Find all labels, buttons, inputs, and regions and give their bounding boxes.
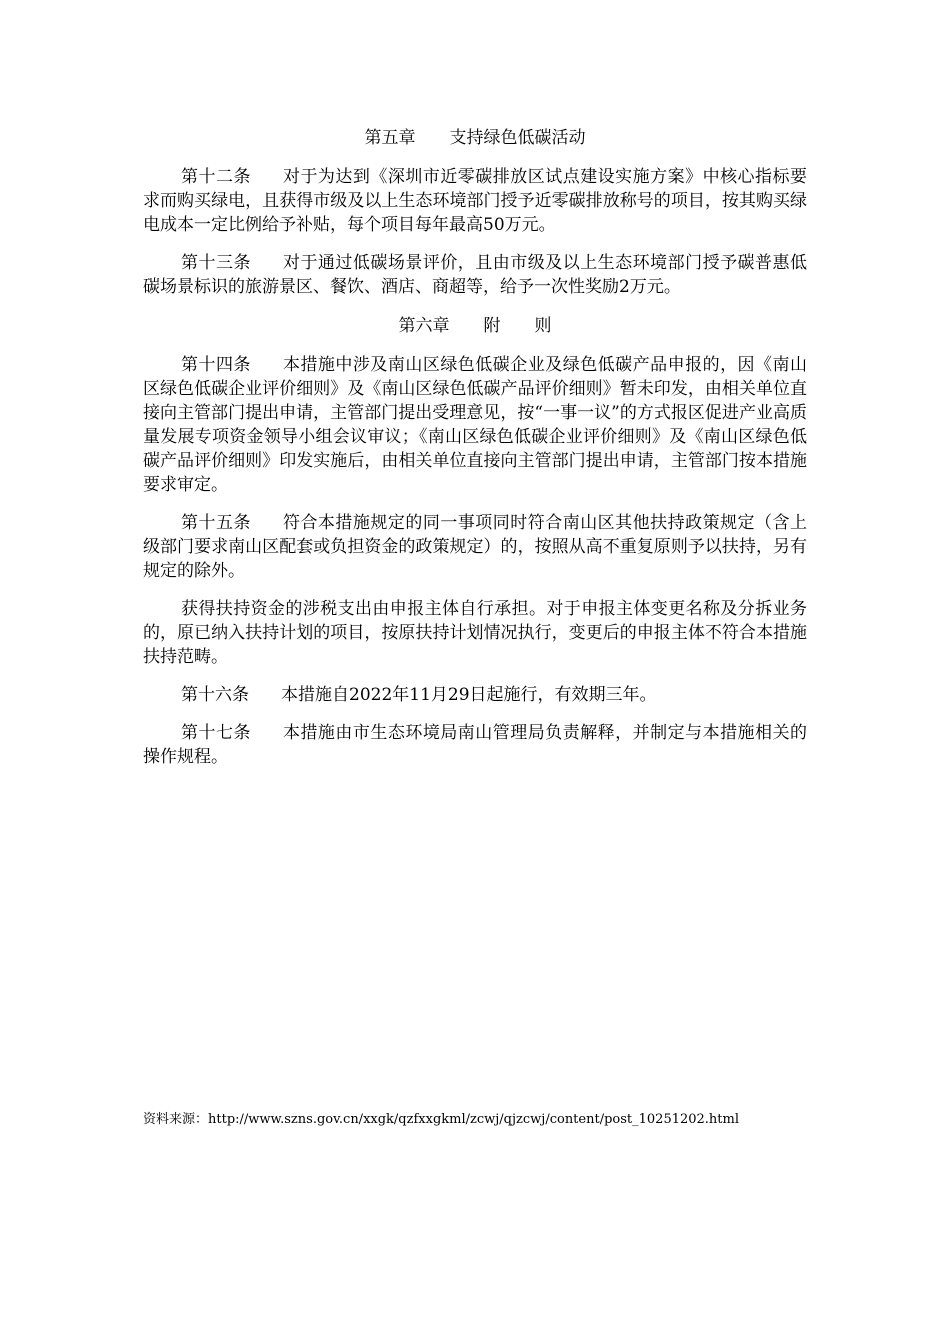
source-footnote: 资料来源：http://www.szns.gov.cn/xxgk/qzfxxgkml/zcwj/qjzcwj/content/post_10251202.html [143, 1112, 740, 1127]
article-12-text: 对于为达到《深圳市近零碳排放区试点建设实施方案》中核心指标要求而购买绿电，且获得市级及以上生态环境部门授予近零碳排放称号的项目，按其购买绿电成本一定比例给予补贴，每个项目每年最高50万元。 [143, 167, 808, 235]
article-16 [143, 683, 807, 707]
article-16-number: 第十六条 [181, 685, 249, 705]
article-16-text: 本措施自2022年11月29日起施行，有效期三年。 [281, 685, 657, 705]
chapter-six-title: 第六章 附 则 [398, 316, 552, 336]
article-14-text: 本措施中涉及南山区绿色低碳企业及绿色低碳产品申报的，因《南山区绿色低碳企业评价细则》及《南山区绿色低碳产品评价细则》暂未印发，由相关单位直接向主管部门提出申请，主管部门提出受理意见，按“一事一议”的方式报区促进产业高质量发展专项资金领导小组会议审议；《南山区绿色低碳企业评价细则》及《南山区绿色低碳产品评价细则》印发实施后，由相关单位直接向主管部门提出申请，主管部门按本措施要求审定。 [143, 355, 808, 495]
article-17-text: 本措施由市生态环境局南山管理局负责解释，并制定与本措施相关的操作规程。 [143, 723, 808, 767]
article-12 [143, 165, 807, 237]
article-17 [143, 721, 807, 769]
tax-paragraph-text: 获得扶持资金的涉税支出由申报主体自行承担。对于申报主体变更名称及分拆业务的，原已纳入扶持计划的项目，按原扶持计划情况执行，变更后的申报主体不符合本措施扶持范畴。 [143, 599, 807, 667]
article-13-number: 第十三条 [181, 253, 251, 273]
tax-paragraph [143, 597, 807, 669]
article-15-text: 符合本措施规定的同一事项同时符合南山区其他扶持政策规定（含上级部门要求南山区配套或负担资金的政策规定）的，按照从高不重复原则予以扶持，另有规定的除外。 [143, 513, 808, 581]
article-17-number: 第十七条 [181, 723, 251, 743]
article-13-text: 对于通过低碳场景评价，且由市级及以上生态环境部门授予碳普惠低碳场景标识的旅游景区、餐饮、酒店、商超等，给予一次性奖励2万元。 [143, 253, 808, 297]
chapter-five-title: 第五章 支持绿色低碳活动 [364, 128, 586, 148]
article-14-number: 第十四条 [181, 355, 251, 375]
article-15-number: 第十五条 [181, 513, 251, 533]
article-15 [143, 511, 807, 583]
article-13 [143, 251, 807, 299]
article-12-number: 第十二条 [181, 167, 251, 187]
article-14 [143, 353, 807, 497]
document-body [143, 125, 807, 783]
